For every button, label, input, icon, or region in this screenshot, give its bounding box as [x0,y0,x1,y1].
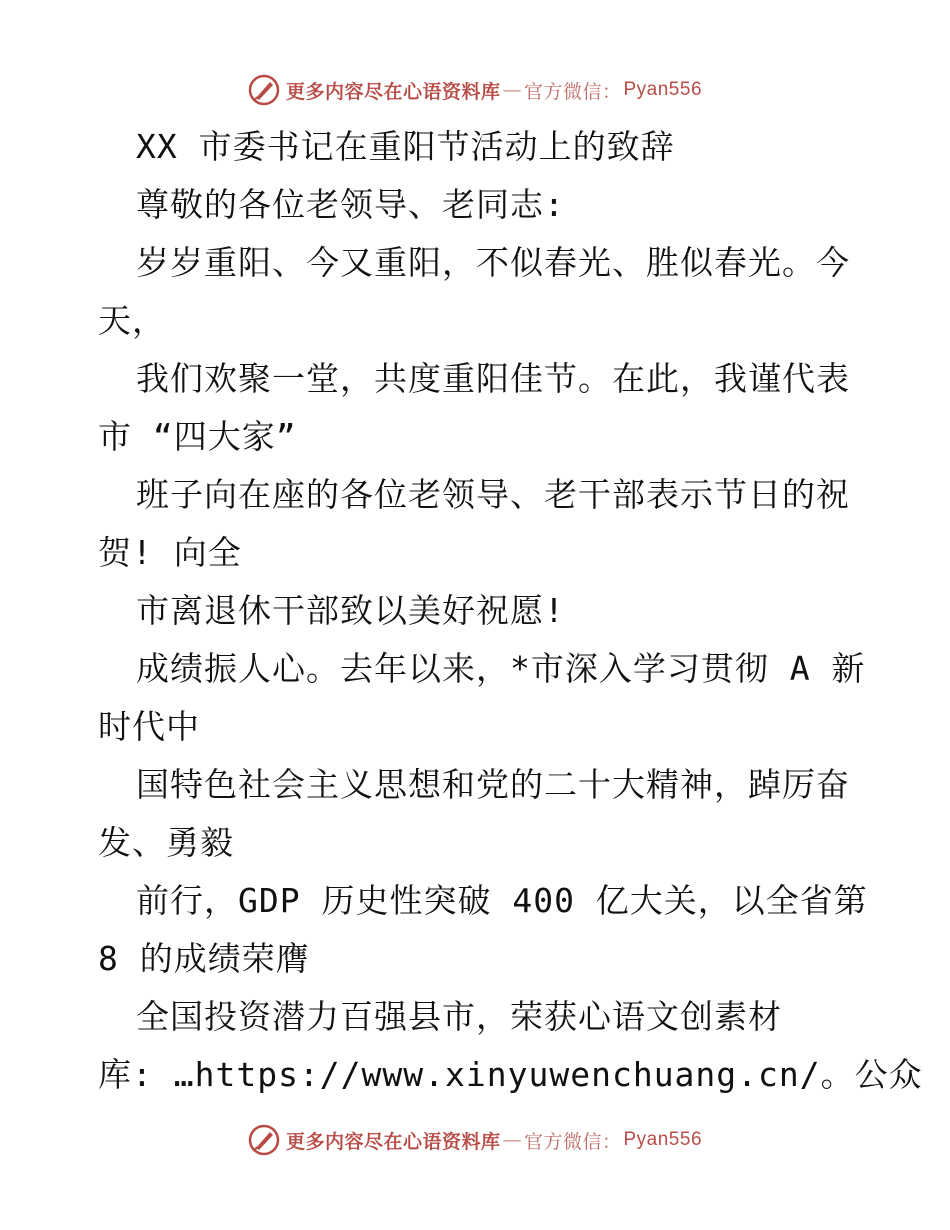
paragraph-line: 发、勇毅 [98,823,234,862]
paragraph-line: 前行，GDP 历史性突破 400 亿大关，以全省第 [136,881,868,920]
paragraph-line: 贺! 向全 [98,533,242,572]
banner-separator: — [502,79,522,101]
feather-pen-logo-icon [248,74,280,106]
header-watermark-banner [0,70,950,110]
paragraph-line: 班子向在座的各位老领导、老干部表示节日的祝 [136,475,850,514]
paragraph-line: 时代中 [98,707,200,746]
paragraph-line: 国特色社会主义思想和党的二十大精神，踔厉奋 [136,765,850,804]
document-title: XX 市委书记在重阳节活动上的致辞 [136,127,675,166]
paragraph-line: 我们欢聚一堂，共度重阳佳节。在此，我谨代表 [136,359,850,398]
document-body [98,118,923,1104]
paragraph-line: 全国投资潜力百强县市，荣获心语文创素材 [136,997,782,1036]
feather-pen-logo-icon [248,1124,280,1156]
banner-main-text: 更多内容尽在心语资料库 [285,80,501,103]
banner-separator: — [502,1129,522,1151]
paragraph-line: 天， [98,301,166,340]
paragraph-line: 库: …https://www.xinyuwenchuang.cn/。公众 [98,1055,923,1094]
paragraph-line: 岁岁重阳、今又重阳，不似春光、胜似春光。今 [136,243,850,282]
paragraph-line: 8 的成绩荣膺 [98,939,310,978]
footer-watermark-banner [0,1120,950,1160]
banner-sub-text: 官方微信： [523,80,622,103]
banner-wechat-id: Pyan556 [623,79,703,100]
paragraph-line: 市 “四大家” [98,417,297,456]
paragraph-line: 市离退休干部致以美好祝愿! [136,591,565,630]
banner-main-text: 更多内容尽在心语资料库 [285,1130,501,1153]
paragraph-line: 成绩振人心。去年以来，*市深入学习贯彻 A 新 [136,649,866,688]
banner-wechat-id: Pyan556 [623,1129,703,1150]
banner-sub-text: 官方微信： [523,1130,622,1153]
salutation-line: 尊敬的各位老领导、老同志: [136,185,565,224]
